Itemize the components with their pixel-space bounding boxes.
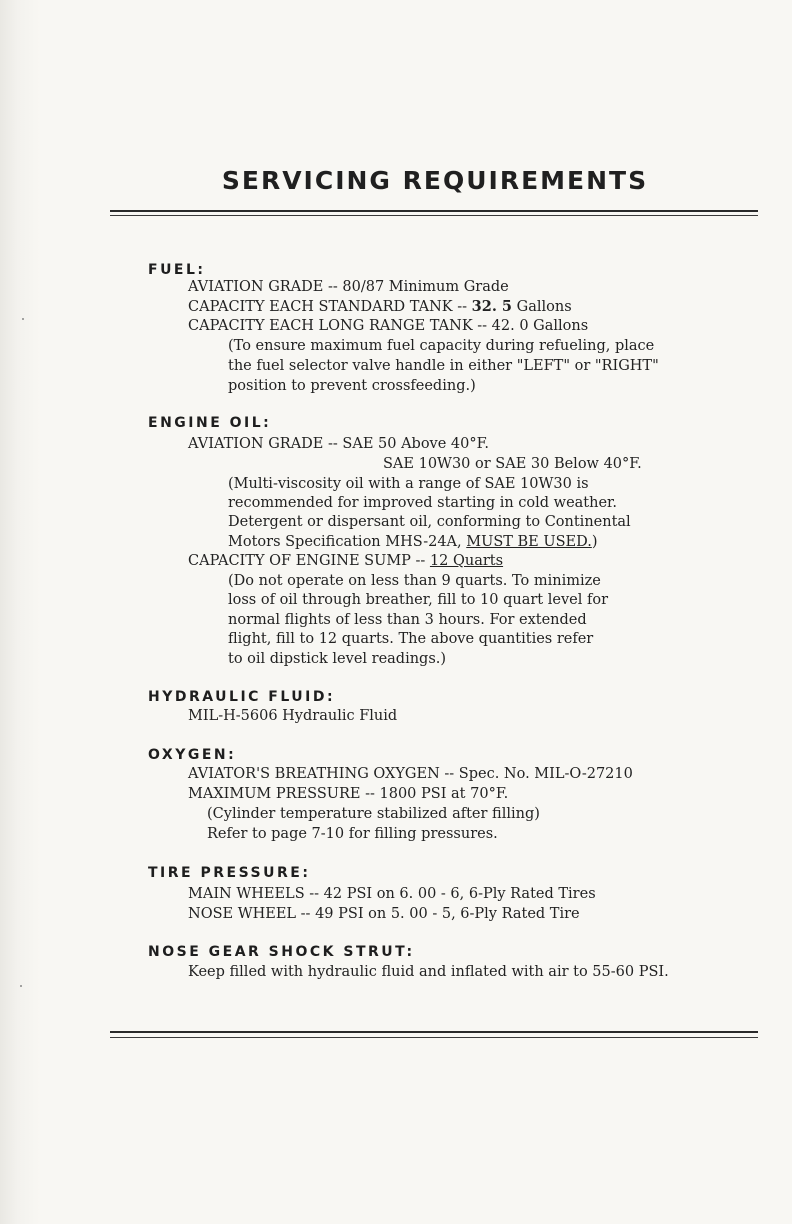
fuel-standard-tank-unit: Gallons: [512, 299, 572, 315]
sump-note-line-5: to oil dipstick level readings.): [228, 651, 447, 667]
page-title: SERVICING REQUIREMENTS: [221, 166, 649, 195]
shock-strut-heading: NOSE GEAR SHOCK STRUT:: [148, 944, 415, 960]
oxygen-note-line-1: (Cylinder temperature stabilized after filling): [207, 806, 540, 822]
oxygen-spec: AVIATOR'S BREATHING OXYGEN -- Spec. No. MIL-O-27210: [188, 766, 633, 782]
bottom-rule-lower: [110, 1037, 758, 1038]
fuel-long-range-tank: CAPACITY EACH LONG RANGE TANK -- 42. 0 Gallons: [188, 318, 589, 334]
oil-grade-below: SAE 10W30 or SAE 30 Below 40°F.: [383, 456, 642, 472]
oil-note-line-4: [228, 533, 598, 552]
fuel-note-line-1: (To ensure maximum fuel capacity during refueling, place: [228, 338, 655, 354]
hydraulic-heading: HYDRAULIC FLUID:: [148, 689, 336, 705]
oil-sump-capacity: [188, 552, 503, 571]
top-rule-lower: [110, 215, 758, 216]
fuel-standard-tank-value: 32. 5: [471, 298, 513, 315]
scan-speck: [20, 985, 22, 987]
main-wheels-pressure: MAIN WHEELS -- 42 PSI on 6. 00 - 6, 6-Ply Rated Tires: [188, 886, 596, 902]
fuel-grade: AVIATION GRADE -- 80/87 Minimum Grade: [188, 279, 509, 295]
oxygen-heading: OXYGEN:: [148, 747, 237, 763]
oil-note-line-1: (Multi-viscosity oil with a range of SAE 10W30 is: [228, 476, 589, 492]
oxygen-max-pressure: MAXIMUM PRESSURE -- 1800 PSI at 70°F.: [188, 786, 509, 802]
fuel-note-line-3: position to prevent crossfeeding.): [228, 378, 476, 394]
sump-note-line-2: loss of oil through breather, fill to 10 quart level for: [228, 592, 608, 608]
oil-sump-value: 12 Quarts: [429, 553, 504, 569]
engine-oil-heading: ENGINE OIL:: [148, 415, 272, 431]
sump-note-line-4: flight, fill to 12 quarts. The above quantities refer: [228, 631, 594, 647]
oxygen-note-line-2: Refer to page 7-10 for filling pressures.: [207, 826, 498, 842]
fuel-standard-tank-label: CAPACITY EACH STANDARD TANK --: [188, 299, 472, 315]
oil-note-line-3: Detergent or dispersant oil, conforming to Continental: [228, 514, 631, 530]
oil-spec-text: Motors Specification MHS-24A,: [228, 534, 467, 550]
oil-grade-above: AVIATION GRADE -- SAE 50 Above 40°F.: [188, 436, 490, 452]
top-rule-upper: [110, 210, 758, 212]
oil-note-close-paren: ): [591, 534, 598, 550]
nose-wheel-pressure: NOSE WHEEL -- 49 PSI on 5. 00 - 5, 6-Ply Rated Tire: [188, 906, 580, 922]
oil-sump-label: CAPACITY OF ENGINE SUMP --: [188, 553, 430, 569]
fuel-standard-tank: [188, 297, 572, 317]
sump-note-line-1: (Do not operate on less than 9 quarts. To minimize: [228, 573, 601, 589]
fuel-heading: FUEL:: [148, 262, 206, 278]
bottom-rule-upper: [110, 1031, 758, 1033]
shock-strut-instructions: Keep filled with hydraulic fluid and inflated with air to 55-60 PSI.: [188, 964, 669, 980]
oil-note-line-2: recommended for improved starting in cold weather.: [228, 495, 618, 511]
sump-note-line-3: normal flights of less than 3 hours. For extended: [228, 612, 587, 628]
tire-pressure-heading: TIRE PRESSURE:: [148, 865, 311, 881]
hydraulic-fluid-spec: MIL-H-5606 Hydraulic Fluid: [188, 708, 398, 724]
must-be-used-text: MUST BE USED.: [466, 534, 592, 550]
fuel-note-line-2: the fuel selector valve handle in either "LEFT" or "RIGHT": [228, 358, 659, 374]
scan-speck: [22, 318, 24, 320]
